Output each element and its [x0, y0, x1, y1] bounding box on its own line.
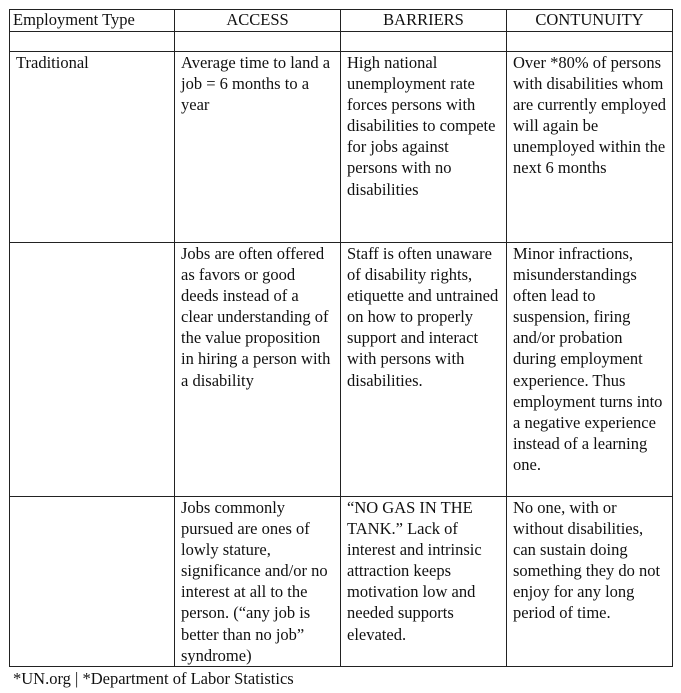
- table-row: [10, 497, 673, 667]
- header-barriers: BARRIERS: [341, 10, 507, 32]
- continuity-cell: Minor infractions, misunderstandings often lead to suspension, firing and/or probation during employment experience. Thus employment turns into a negative experience instead of a learning one.: [507, 243, 673, 497]
- table-row: [10, 52, 673, 243]
- header-continuity: CONTUNUITY: [507, 10, 673, 32]
- table-row: [10, 243, 673, 497]
- spacer-cell: [10, 32, 175, 52]
- continuity-cell: No one, with or without disabilities, can sustain doing something they do not enjoy for any long period of time.: [507, 497, 673, 667]
- header-access: ACCESS: [175, 10, 341, 32]
- employment-type-cell: [10, 243, 175, 497]
- continuity-cell: Over *80% of persons with disabilities whom are currently employed will again be unemployed within the next 6 months: [507, 52, 673, 243]
- employment-table: [9, 9, 673, 667]
- header-employment-type: Employment Type: [10, 10, 175, 32]
- barriers-cell: High national unemployment rate forces persons with disabilities to compete for jobs against persons with no disabilities: [341, 52, 507, 243]
- access-cell: Jobs commonly pursued are ones of lowly stature, significance and/or no interest at all to the person. (“any job is better than no job” syndrome): [175, 497, 341, 667]
- header-row: [10, 10, 673, 32]
- employment-type-cell: Traditional: [10, 52, 175, 243]
- spacer-row: [10, 32, 673, 52]
- spacer-cell: [341, 32, 507, 52]
- barriers-cell: “NO GAS IN THE TANK.” Lack of interest and intrinsic attraction keeps motivation low and needed supports elevated.: [341, 497, 507, 667]
- spacer-cell: [175, 32, 341, 52]
- barriers-cell: Staff is often unaware of disability rights, etiquette and untrained on how to properly support and interact with persons with disabilities.: [341, 243, 507, 497]
- employment-type-cell: [10, 497, 175, 667]
- footnote: *UN.org | *Department of Labor Statistics: [13, 669, 294, 688]
- spacer-cell: [507, 32, 673, 52]
- access-cell: Average time to land a job = 6 months to a year: [175, 52, 341, 243]
- access-cell: Jobs are often offered as favors or good deeds instead of a clear understanding of the value proposition in hiring a person with a disability: [175, 243, 341, 497]
